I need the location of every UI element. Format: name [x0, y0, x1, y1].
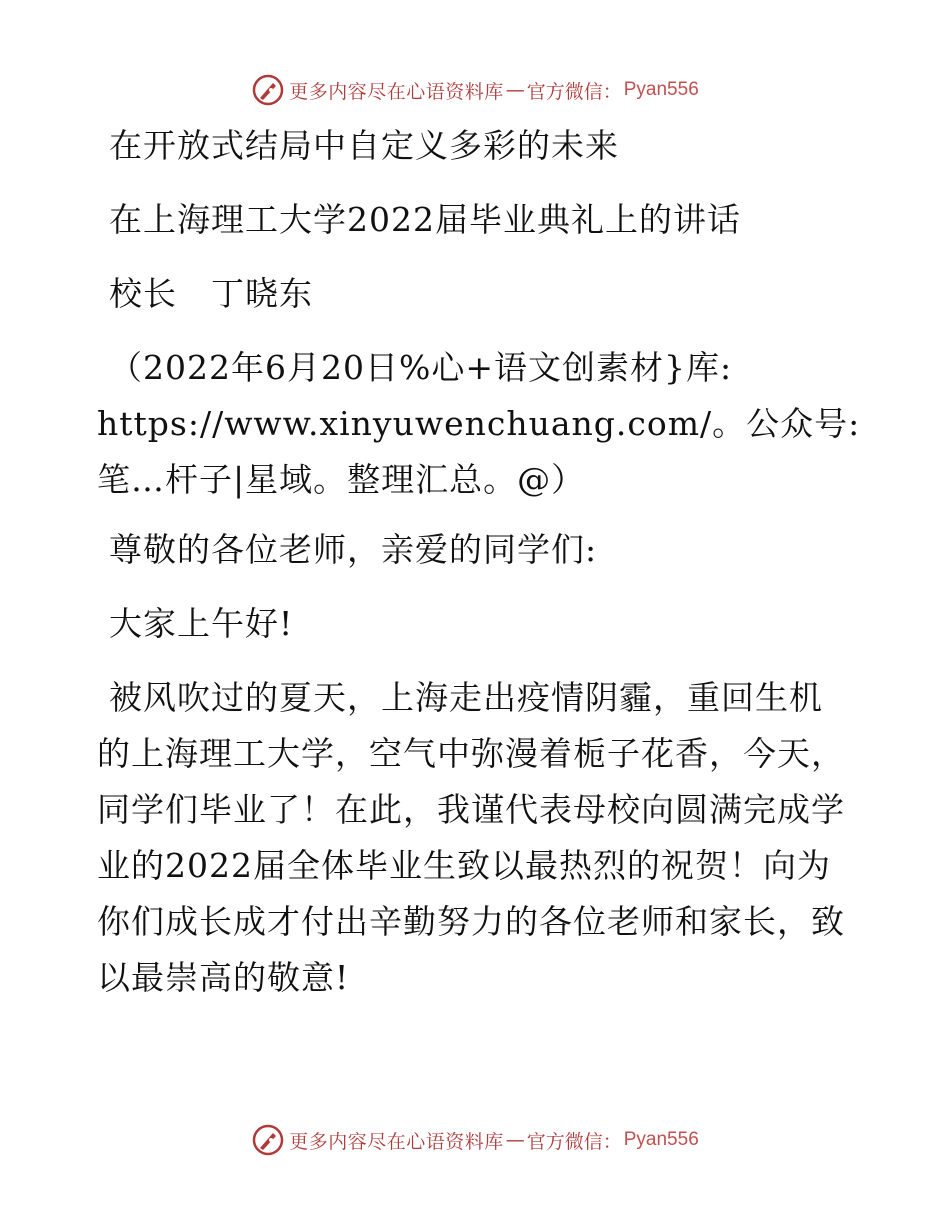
paragraph-line: 你们成长成才付出辛勤努力的各位老师和家长，致 [97, 902, 845, 941]
source-note-line: 笔…杆子|星域。整理汇总。@） [97, 460, 586, 499]
source-note-line: https://www.xinyuwenchuang.com/。公众号: [97, 404, 861, 443]
paragraph-line: 业的2022届全体毕业生致以最热烈的祝贺！向为 [97, 846, 831, 885]
paragraph-line: 以最崇高的敬意! [97, 958, 350, 997]
document-body [97, 118, 861, 1006]
paragraph-line: 的上海理工大学，空气中弥漫着栀子花香，今天， [97, 734, 845, 773]
header-banner [0, 70, 950, 110]
banner-text: 更多内容尽在心语资料库 [289, 80, 504, 103]
banner-text: 更多内容尽在心语资料库 [289, 1130, 504, 1153]
banner-separator: — [505, 79, 525, 101]
document-subtitle: 在上海理工大学2022届毕业典礼上的讲话 [109, 200, 741, 239]
banner-label: 官方微信： [526, 1130, 622, 1153]
pen-nib-logo-icon [251, 1123, 285, 1157]
document-author: 校长 丁晓东 [109, 274, 313, 313]
banner-wechat-id: Pyan556 [623, 79, 699, 100]
footer-banner [0, 1120, 950, 1160]
paragraph-line: 同学们毕业了！在此，我谨代表母校向圆满完成学 [97, 790, 845, 829]
source-note-line: （2022年6月20日%心+语文创素材}库: [109, 348, 733, 387]
pen-nib-logo-icon [251, 73, 285, 107]
paragraph-line: 被风吹过的夏天，上海走出疫情阴霾，重回生机 [109, 678, 823, 717]
greeting: 大家上午好! [109, 604, 294, 643]
banner-wechat-id: Pyan556 [623, 1129, 699, 1150]
salutation: 尊敬的各位老师，亲爱的同学们: [109, 530, 598, 569]
banner-label: 官方微信： [526, 80, 622, 103]
document-title: 在开放式结局中自定义多彩的未来 [109, 126, 619, 165]
banner-separator: — [505, 1129, 525, 1151]
